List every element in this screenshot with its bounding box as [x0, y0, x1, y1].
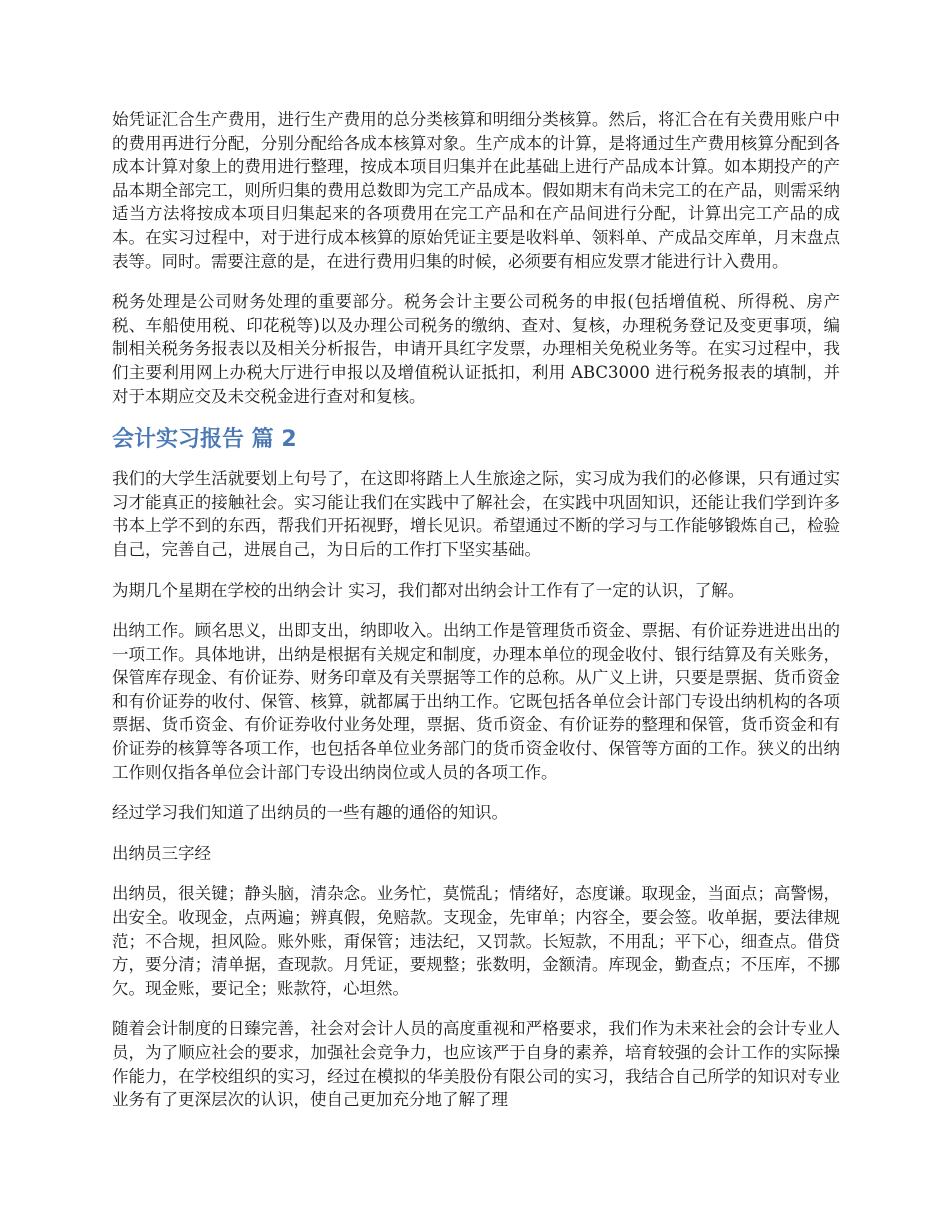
paragraph-tax-handling: 税务处理是公司财务处理的重要部分。税务会计主要公司税务的申报(包括增值税、所得税、房产税、车船使用税、印花税等)以及办理公司税务的缴纳、查对、复核，办理税务登记及变更事项，编制相关税务务报表以及相关分析报告，申请开具红字发票，办理相关免税业务等。在实习过程中，我们主要利用网上办税大厅进行申报以及增值税认证抵扣，利用 ABC3000 进行税务报表的填制，并对于本期应交及未交税金进行查对和复核。: [112, 292, 840, 406]
paragraph-internship-period: 为期几个星期在学校的出纳会计 实习，我们都对出纳会计工作有了一定的认识，了解。: [112, 580, 745, 600]
section-heading: 会计实习报告 篇 2: [112, 427, 297, 453]
document-body: [112, 108, 840, 1129]
paragraph-cashier-knowledge: 经过学习我们知道了出纳员的一些有趣的通俗的知识。: [112, 803, 508, 823]
paragraph-intro: 我们的大学生活就要划上句号了，在这即将踏上人生旅途之际，实习成为我们的必修课，只有通过实习才能真正的接触社会。实习能让我们在实践中了解社会，在实践中巩固知识，还能让我们学到许多书本上学不到的东西，帮我们开拓视野，增长见识。希望通过不断的学习与工作能够锻炼自己，检验自己，完善自己，进展自己，为日后的工作打下坚实基础。: [112, 469, 840, 559]
paragraph-accounting-system: 随着会计制度的日臻完善，社会对会计人员的高度重视和严格要求，我们作为未来社会的会计专业人员，为了顺应社会的要求，加强社会竞争力，也应该严于自身的素养，培育较强的会计工作的实际操作能力，在学校组织的实习，经过在模拟的华美股份有限公司的实习，我结合自己所学的知识对专业业务有了更深层次的认识，使自己更加充分地了解了理: [112, 1019, 840, 1110]
paragraph-cost-accounting: 始凭证汇合生产费用，进行生产费用的总分类核算和明细分类核算。然后，将汇合在有关费用账户中的费用再进行分配，分别分配给各成本核算对象。生产成本的计算，是将通过生产费用核算分配到各成本计算对象上的费用进行整理，按成本项目归集并在此基础上进行产品成本计算。如本期投产的产品本期全部完工，则所归集的费用总数即为完工产品成本。假如期末有尚未完工的在产品，则需采纳适当方法将按成本项目归集起来的各项费用在完工产品和在产品间进行分配，计算出完工产品的成本。在实习过程中，对于进行成本核算的原始凭证主要是收料单、领料单、产成品交库单，月末盘点表等。同时。需要注意的是，在进行费用归集的时候，必须要有相应发票才能进行计入费用。: [112, 110, 840, 271]
paragraph-three-character-classic: 出纳员，很关键；静头脑，清杂念。业务忙，莫慌乱；情绪好，态度谦。取现金，当面点；高警惕，出安全。收现金，点两遍；辨真假，免赔款。支现金，先审单；内容全，要会签。收单据，要法律规范；不合规，担风险。账外账，甭保管；违法纪，又罚款。长短款，不用乱；平下心，细查点。借贷方，要分清；清单据，查现款。月凭证，要规整；张数明，金额清。库现金，勤查点；不压库，不挪欠。现金账，要记全；账款符，心坦然。: [112, 884, 840, 998]
paragraph-cashier-work: 出纳工作。顾名思义，出即支出，纳即收入。出纳工作是管理货币资金、票据、有价证券进进出出的一项工作。具体地讲，出纳是根据有关规定和制度，办理本单位的现金收付、银行结算及有关账务，保管库存现金、有价证券、财务印章及有关票据等工作的总称。从广义上讲，只要是票据、货币资金和有价证券的收付、保管、核算，就都属于出纳工作。它既包括各单位会计部门专设出纳机构的各项票据、货币资金、有价证券收付业务处理，票据、货币资金、有价证券的整理和保管，货币资金和有价证券的核算等各项工作，也包括各单位业务部门的货币资金收付、保管等方面的工作。狭义的出纳工作则仅指各单位会计部门专设出纳岗位或人员的各项工作。: [112, 621, 840, 782]
paragraph-three-character-title: 出纳员三字经: [112, 843, 211, 863]
